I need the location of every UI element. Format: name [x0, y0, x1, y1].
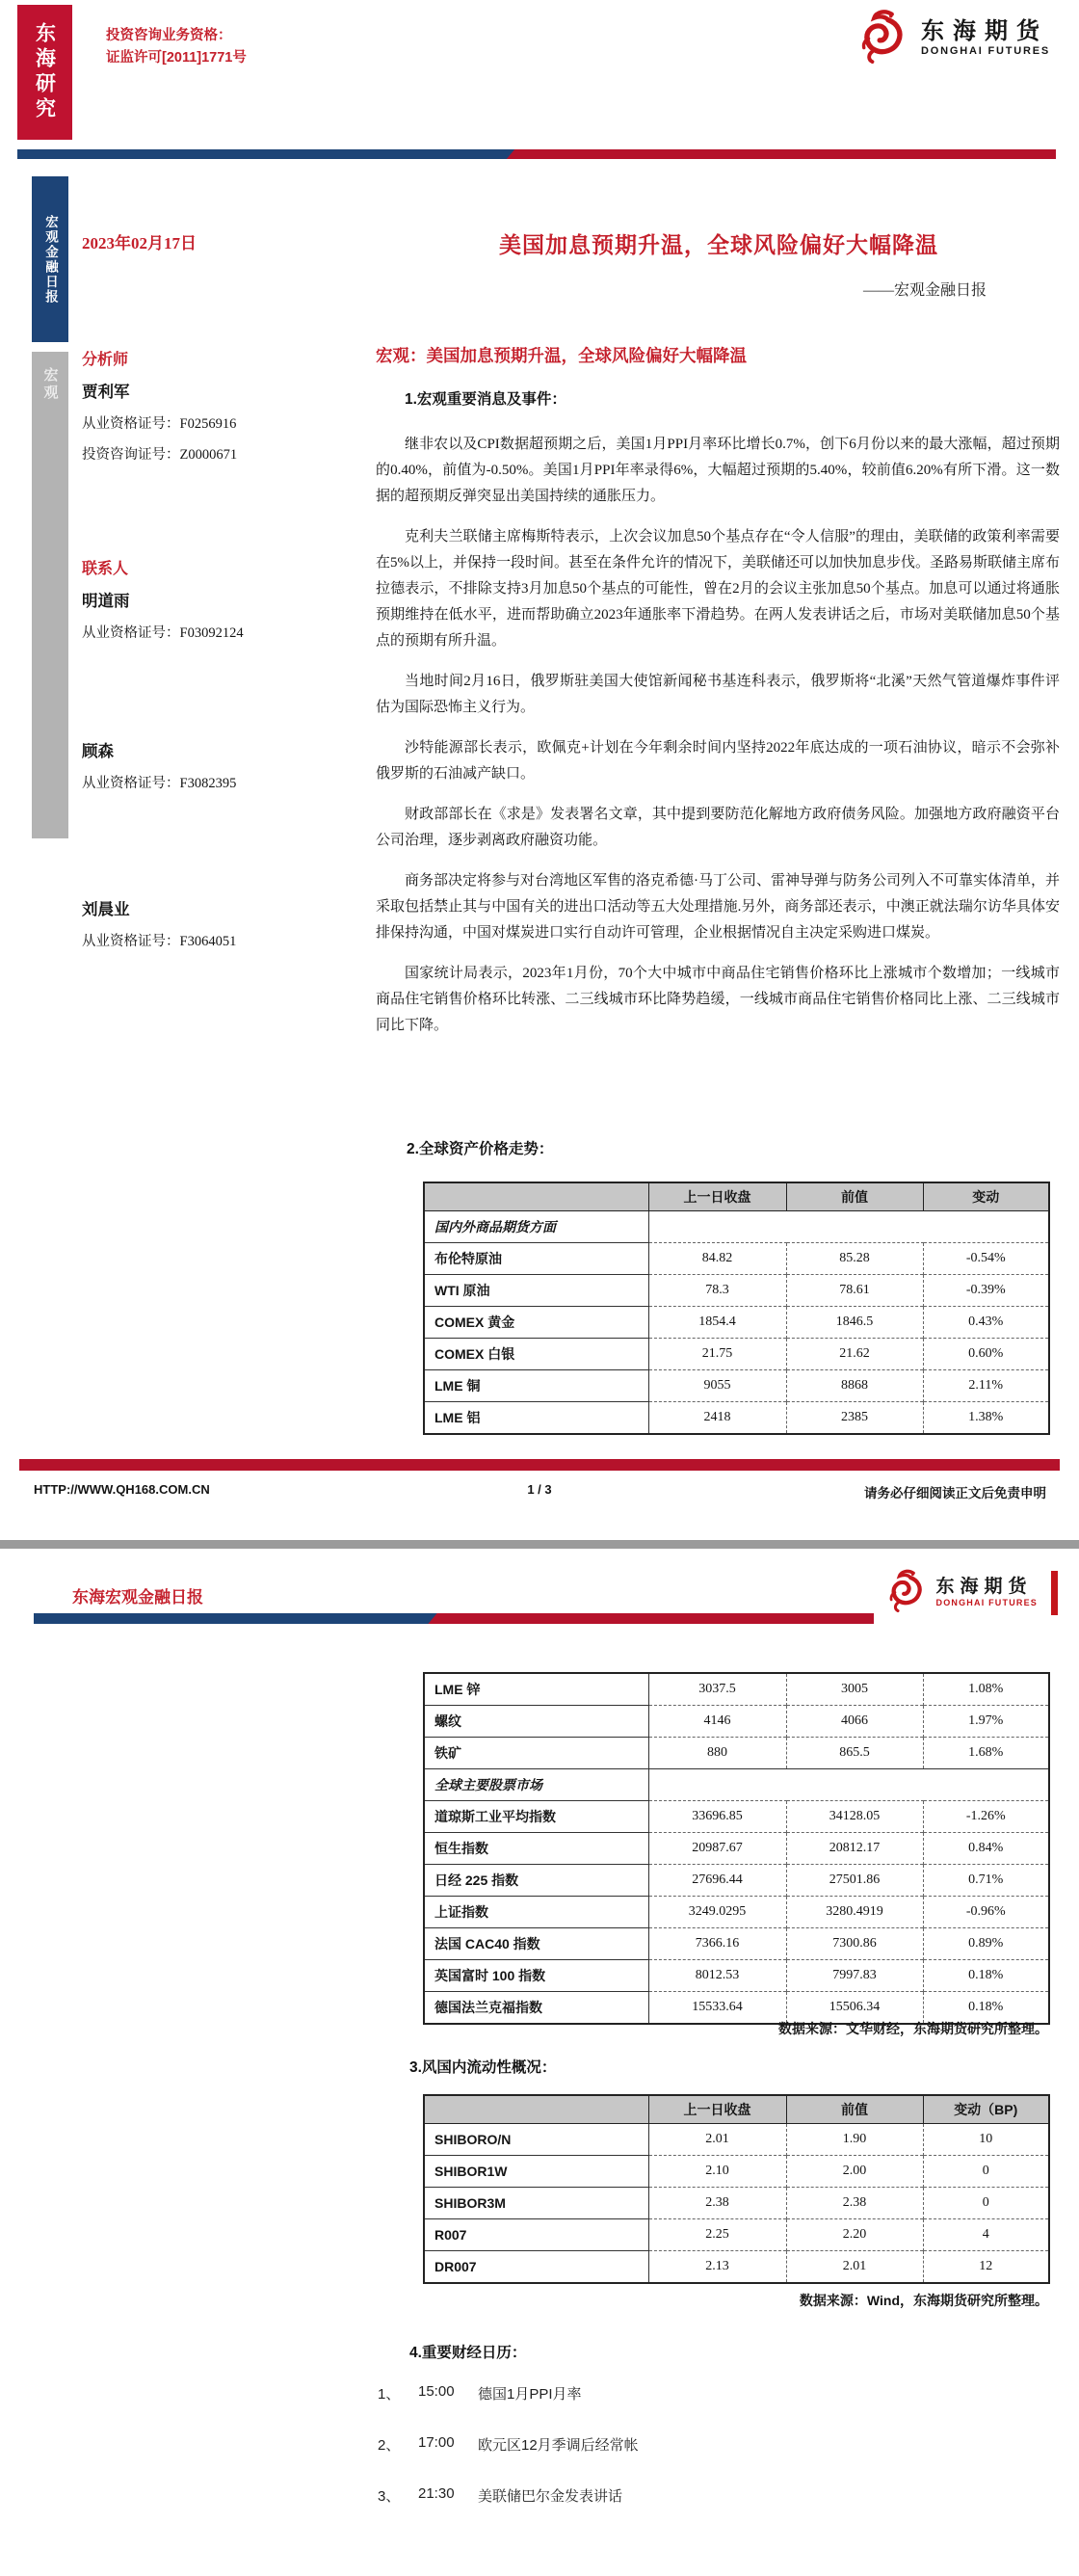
qualification-text — [106, 25, 247, 69]
table-cell: 10 — [923, 2124, 1049, 2156]
analyst-cert: 从业资格证号：F0256916 — [82, 416, 237, 432]
table-group-label: 国内外商品期货方面 — [424, 1211, 648, 1243]
table-cell: 20987.67 — [648, 1833, 786, 1865]
macro-sidebar-label: 宏观 — [41, 367, 58, 402]
analyst-heading: 分析师 — [82, 352, 129, 368]
table-row — [424, 1402, 1049, 1435]
table-cell: 15533.64 — [648, 1992, 786, 2025]
table-cell: -0.39% — [923, 1275, 1049, 1307]
table-cell: 4066 — [786, 1706, 923, 1738]
data-source-note: 数据来源：Wind，东海期货研究所整理。 — [799, 2293, 1048, 2308]
table-header-cell: 前值 — [786, 1182, 923, 1211]
table-cell: 0.60% — [923, 1339, 1049, 1370]
table-row — [424, 1833, 1049, 1865]
calendar-item — [378, 2485, 622, 2506]
contact-name: 刘晨业 — [82, 900, 130, 918]
footer-page-number: 1 / 3 — [527, 1482, 552, 1497]
table-group-empty — [648, 1211, 1049, 1243]
row-label: 道琼斯工业平均指数 — [424, 1801, 648, 1833]
daily-sidebar-box — [32, 176, 68, 342]
table-cell: 2.01 — [786, 2251, 923, 2284]
table-header-row — [424, 1182, 1049, 1211]
table-cell: 1.97% — [923, 1706, 1049, 1738]
report-subtitle: ——宏观金融日报 — [862, 282, 987, 299]
row-label: 德国法兰克福指数 — [424, 1992, 648, 2025]
table-cell: 2.13 — [648, 2251, 786, 2284]
qualification-line1: 投资咨询业务资格： — [106, 28, 232, 43]
row-label: 螺纹 — [424, 1706, 648, 1738]
report-title: 美国加息预期升温，全球风险偏好大幅降温 — [499, 232, 938, 257]
row-label: SHIBOR3M — [424, 2188, 648, 2219]
table-header-cell: 前值 — [786, 2095, 923, 2124]
calendar-event: 德国1月PPI月率 — [478, 2386, 582, 2403]
table-cell: 2.20 — [786, 2219, 923, 2251]
contact-cert: 从业资格证号：F3082395 — [82, 776, 237, 791]
table-cell: 0.89% — [923, 1928, 1049, 1960]
analyst-column — [82, 347, 371, 950]
table-cell: 2.11% — [923, 1370, 1049, 1402]
table-cell: 7366.16 — [648, 1928, 786, 1960]
contact-heading: 联系人 — [82, 561, 129, 577]
liquidity-table — [423, 2094, 1050, 2284]
footer-url: HTTP://WWW.QH168.COM.CN — [34, 1482, 210, 1497]
table-header-cell: 变动 — [923, 1182, 1049, 1211]
research-sidebar-label: 东海研究 — [33, 22, 57, 122]
table-cell: 21.75 — [648, 1339, 786, 1370]
analyst-cert: 投资咨询证号：Z0000671 — [82, 447, 238, 463]
data-source-note: 数据来源：文华财经，东海期货研究所整理。 — [778, 2021, 1048, 2036]
body-paragraph: 商务部决定将参与对台湾地区军售的洛克希德·马丁公司、雷神导弹与防务公司列入不可靠实体清单，并采取包括禁止其与中国有关的进出口活动等五大处理措施.另外，商务部还表示，中澳正就法瑞尔访华具体安排保持沟通，中国对煤炭进口实行自动许可管理，企业根据情况自主决定采购进口煤炭。 — [376, 873, 1060, 941]
table-cell: 27696.44 — [648, 1865, 786, 1897]
dragon-logo-icon — [885, 1568, 930, 1617]
table-cell: 0.43% — [923, 1307, 1049, 1339]
table-cell: 20812.17 — [786, 1833, 923, 1865]
contact-name: 明道雨 — [82, 592, 130, 610]
table-row — [424, 2124, 1049, 2156]
table-cell: 12 — [923, 2251, 1049, 2284]
logo-en-text: DONGHAI FUTURES — [935, 1598, 1038, 1608]
table-cell: 2.00 — [786, 2156, 923, 2188]
row-label: 英国富时 100 指数 — [424, 1960, 648, 1992]
body-paragraph: 当地时间2月16日，俄罗斯驻美国大使馆新闻秘书基连科表示，俄罗斯将“北溪”天然气管道爆炸事件评估为国际恐怖主义行为。 — [376, 674, 1060, 715]
table-row — [424, 1960, 1049, 1992]
table-cell: 0.18% — [923, 1960, 1049, 1992]
table-cell: 0.18% — [923, 1992, 1049, 2025]
table-cell: 3005 — [786, 1673, 923, 1706]
table-header-cell — [424, 2095, 648, 2124]
table-cell: 8012.53 — [648, 1960, 786, 1992]
row-label: 法国 CAC40 指数 — [424, 1928, 648, 1960]
table-cell: 1.90 — [786, 2124, 923, 2156]
logo-red-bar — [1051, 1571, 1058, 1615]
section1-heading: 1.宏观重要消息及事件： — [405, 391, 566, 408]
body-paragraph: 克利夫兰联储主席梅斯特表示，上次会议加息50个基点存在“令人信服”的理由，美联储的政策利率需要在5%以上，并保持一段时间。甚至在条件允许的情况下，美联储还可以加快加息步伐。圣路易斯联储主席布拉德表示，不排除支持3月加息50个基点的可能性，曾在2月的会议主张加息50个基点。加息可以通过将通胀预期维持在低水平，进而帮助确立2023年通胀率下滑趋势。在两人发表讲话之后，市场对美联储加息50个基点的预期有所升温。 — [376, 529, 1061, 649]
table-row — [424, 1307, 1049, 1339]
table-cell: 8868 — [786, 1370, 923, 1402]
table-group-label: 全球主要股票市场 — [424, 1769, 648, 1801]
table-cell: 78.3 — [648, 1275, 786, 1307]
table-cell: 865.5 — [786, 1738, 923, 1769]
table-header-cell — [424, 1182, 648, 1211]
table-cell: 0 — [923, 2156, 1049, 2188]
table-row — [424, 2219, 1049, 2251]
page-separator — [0, 1540, 1079, 1549]
page-2 — [0, 1549, 1079, 2576]
body-paragraph: 继非农以及CPI数据超预期之后，美国1月PPI月率环比增长0.7%，创下6月份以来的最大涨幅，超过预期的0.40%，前值为-0.50%。美国1月PPI年率录得6%，大幅超过预期的5.40%，较前值6.20%有所下滑。这一数据的超预期反弹突显出美国持续的通胀压力。 — [376, 437, 1060, 504]
section-macro-title: 宏观：美国加息预期升温，全球风险偏好大幅降温 — [376, 346, 747, 365]
table-cell: 27501.86 — [786, 1865, 923, 1897]
table-cell: 0.71% — [923, 1865, 1049, 1897]
section4-heading: 4.重要财经日历： — [409, 2345, 527, 2361]
table-cell: 85.28 — [786, 1243, 923, 1275]
table-cell: 7997.83 — [786, 1960, 923, 1992]
table-cell: 33696.85 — [648, 1801, 786, 1833]
table-cell: 2.38 — [786, 2188, 923, 2219]
page2-company-logo — [885, 1568, 1059, 1617]
row-label: 布伦特原油 — [424, 1243, 648, 1275]
table-row — [424, 1928, 1049, 1960]
logo-text — [936, 1577, 1039, 1607]
contact-name: 顾森 — [82, 742, 114, 760]
asset-price-table — [423, 1182, 1050, 1435]
table-cell: 15506.34 — [786, 1992, 923, 2025]
row-label: LME 铜 — [424, 1370, 648, 1402]
table-cell: 7300.86 — [786, 1928, 923, 1960]
table-cell: -0.96% — [923, 1897, 1049, 1928]
table-header-cell: 上一日收盘 — [648, 2095, 786, 2124]
table-group-row — [424, 1769, 1049, 1801]
table-cell: 9055 — [648, 1370, 786, 1402]
table-cell: 2.01 — [648, 2124, 786, 2156]
calendar-number: 1、 — [378, 2386, 401, 2403]
table-cell: 78.61 — [786, 1275, 923, 1307]
table-row — [424, 1897, 1049, 1928]
logo-text — [921, 18, 1050, 57]
table-cell: -1.26% — [923, 1801, 1049, 1833]
page-footer — [0, 1482, 1079, 1501]
calendar-item — [378, 2383, 582, 2403]
table-cell: 2418 — [648, 1402, 786, 1435]
table-row — [424, 2188, 1049, 2219]
contact-cert: 从业资格证号：F3064051 — [82, 934, 237, 949]
row-label: SHIBOR1W — [424, 2156, 648, 2188]
table-cell: 3249.0295 — [648, 1897, 786, 1928]
calendar-event: 欧元区12月季调后经常帐 — [478, 2437, 639, 2454]
table-row — [424, 1673, 1049, 1706]
table-cell: 3037.5 — [648, 1673, 786, 1706]
row-label: SHIBORO/N — [424, 2124, 648, 2156]
table-cell: 1.68% — [923, 1738, 1049, 1769]
table-cell: 2.10 — [648, 2156, 786, 2188]
row-label: LME 铝 — [424, 1402, 648, 1435]
table-cell: 21.62 — [786, 1339, 923, 1370]
table-header-row — [424, 2095, 1049, 2124]
table-header-cell: 上一日收盘 — [648, 1182, 786, 1211]
table-cell: 4 — [923, 2219, 1049, 2251]
company-logo — [856, 8, 1050, 68]
page2-header-divider — [34, 1613, 874, 1624]
table-cell: 1.08% — [923, 1673, 1049, 1706]
row-label: 恒生指数 — [424, 1833, 648, 1865]
research-sidebar-box — [17, 5, 72, 140]
qualification-line2: 证监许可[2011]1771号 — [106, 50, 247, 66]
table-cell: -0.54% — [923, 1243, 1049, 1275]
daily-sidebar-label: 宏观金融日报 — [43, 214, 58, 305]
table-header-cell: 变动（BP) — [923, 2095, 1049, 2124]
row-label: LME 锌 — [424, 1673, 648, 1706]
table-cell: 880 — [648, 1738, 786, 1769]
table-row — [424, 1275, 1049, 1307]
report-date: 2023年02月17日 — [82, 234, 197, 252]
table-cell: 2.25 — [648, 2219, 786, 2251]
table-cell: 4146 — [648, 1706, 786, 1738]
logo-cn-text: 东海期货 — [935, 1577, 1033, 1598]
table-row — [424, 2156, 1049, 2188]
table-row — [424, 1243, 1049, 1275]
section3-heading: 3.风国内流动性概况： — [409, 2059, 557, 2076]
table-cell: 2.38 — [648, 2188, 786, 2219]
table-cell: 3280.4919 — [786, 1897, 923, 1928]
page-footer-bar — [19, 1459, 1060, 1471]
calendar-item — [378, 2434, 639, 2455]
main-column — [376, 222, 1062, 1195]
table-cell: 1846.5 — [786, 1307, 923, 1339]
table-cell: 2385 — [786, 1402, 923, 1435]
row-label: 上证指数 — [424, 1897, 648, 1928]
table-group-empty — [648, 1769, 1049, 1801]
row-label: DR007 — [424, 2251, 648, 2284]
row-label: COMEX 黄金 — [424, 1307, 648, 1339]
body-paragraphs — [376, 432, 1060, 1053]
stock-index-table — [423, 1672, 1050, 2025]
calendar-number: 3、 — [378, 2488, 401, 2505]
analyst-name: 贾利军 — [82, 383, 130, 401]
calendar-time: 15:00 — [418, 2383, 455, 2400]
calendar-event: 美联储巴尔金发表讲话 — [478, 2488, 623, 2505]
calendar-time: 17:00 — [418, 2434, 455, 2451]
table-row — [424, 1801, 1049, 1833]
table-cell: 0 — [923, 2188, 1049, 2219]
table-group-row — [424, 1211, 1049, 1243]
logo-en-text: DONGHAI FUTURES — [921, 44, 1050, 57]
row-label: WTI 原油 — [424, 1275, 648, 1307]
table-row — [424, 2251, 1049, 2284]
table-row — [424, 1738, 1049, 1769]
page2-header-title: 东海宏观金融日报 — [72, 1588, 203, 1607]
table-row — [424, 1339, 1049, 1370]
body-paragraph: 财政部部长在《求是》发表署名文章，其中提到要防范化解地方政府债务风险。加强地方政府融资平台公司治理，逐步剥离政府融资功能。 — [376, 807, 1060, 848]
table-row — [424, 1865, 1049, 1897]
logo-cn-text: 东海期货 — [921, 18, 1049, 45]
header-divider — [17, 149, 1056, 159]
table-cell: 1.38% — [923, 1402, 1049, 1435]
table-cell: 0.84% — [923, 1833, 1049, 1865]
table-row — [424, 1706, 1049, 1738]
row-label: COMEX 白银 — [424, 1339, 648, 1370]
row-label: 日经 225 指数 — [424, 1865, 648, 1897]
footer-disclaimer: 请务必仔细阅读正文后免责申明 — [864, 1486, 1046, 1500]
body-paragraph: 国家统计局表示，2023年1月份，70个大中城市中商品住宅销售价格环比上涨城市个数增加；一线城市商品住宅销售价格环比转涨、二三线城市环比降势趋缓，一线城市商品住宅销售价格同比上涨、二三线城市同比下降。 — [376, 966, 1060, 1033]
row-label: 铁矿 — [424, 1738, 648, 1769]
macro-sidebar-box — [32, 352, 68, 838]
calendar-time: 21:30 — [418, 2485, 455, 2502]
dragon-logo-icon — [856, 8, 912, 68]
row-label: R007 — [424, 2219, 648, 2251]
calendar-number: 2、 — [378, 2437, 401, 2454]
table-cell: 34128.05 — [786, 1801, 923, 1833]
table-cell: 84.82 — [648, 1243, 786, 1275]
table-row — [424, 1370, 1049, 1402]
table-cell: 1854.4 — [648, 1307, 786, 1339]
body-paragraph: 沙特能源部长表示，欧佩克+计划在今年剩余时间内坚持2022年底达成的一项石油协议，暗示不会弥补俄罗斯的石油减产缺口。 — [376, 740, 1060, 782]
contact-cert: 从业资格证号：F03092124 — [82, 625, 244, 641]
section2-heading: 2.全球资产价格走势： — [407, 1141, 554, 1157]
